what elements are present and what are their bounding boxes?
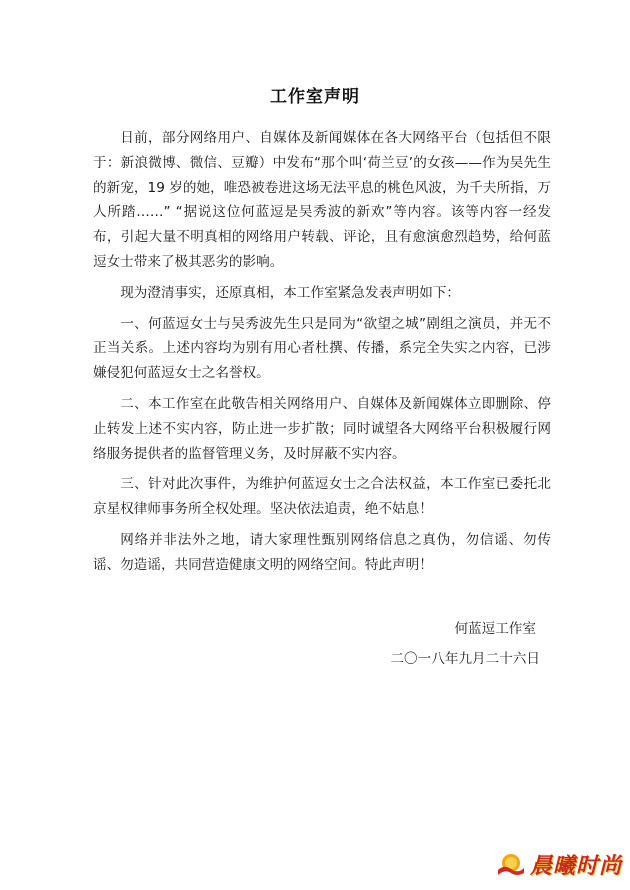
watermark: [496, 849, 622, 880]
paragraph-point-3: 三、针对此次事件，为维护何蓝逗女士之合法权益，本工作室已委托北京星权律师事务所全权处理。坚决依法追责，绝不姑息！: [93, 476, 551, 518]
paragraph-point-2: 二、本工作室在此敬告相关网络用户、自媒体及新闻媒体立即删除、停止转发上述不实内容，防止进一步扩散；同时诚望各大网络平台积极履行网络服务提供者的监督管理义务，及时屏蔽不实内容。: [93, 395, 551, 462]
paragraph-declaration: 现为澄清事实，还原真相，本工作室紧急发表声明如下：: [120, 284, 461, 301]
signature: 何蓝逗工作室: [454, 621, 536, 637]
statement-body: [93, 126, 551, 584]
sun-wave-logo-icon: [496, 850, 526, 880]
paragraph-intro: 日前，部分网络用户、自媒体及新闻媒体在各大网络平台（包括但不限于：新浪微博、微信、豆瓣）中发布“那个叫‘荷兰豆’的女孩——作为吴先生的新宠，19 岁的她，唯恐被卷进这场无法平息的桃色风波，为千夫所指，万人所踏……” “据说这位何蓝逗是吴秀波的新欢”等内容。该等内容一经发布，引起大量不明真相的网络用户转载、评论，且有愈演愈烈趋势，给何蓝逗女士带来了极其恶劣的影响。: [93, 130, 551, 270]
watermark-text: 晨曦时尚: [529, 853, 622, 879]
paragraph-point-1: 一、何蓝逗女士与吴秀波先生只是同为“欲望之城”剧组之演员，并无不正当关系。上述内容均为别有用心者杜撰、传播，系完全失实之内容，已涉嫌侵犯何蓝逗女士之名誉权。: [93, 315, 551, 382]
page-title: 工作室声明: [270, 87, 360, 107]
statement-date: 二〇一八年九月二十六日: [390, 651, 540, 667]
paragraph-closing: 网络并非法外之地，请大家理性甄别网络信息之真伪，勿信谣、勿传谣、勿造谣，共同营造健康文明的网络空间。特此声明！: [93, 531, 551, 573]
